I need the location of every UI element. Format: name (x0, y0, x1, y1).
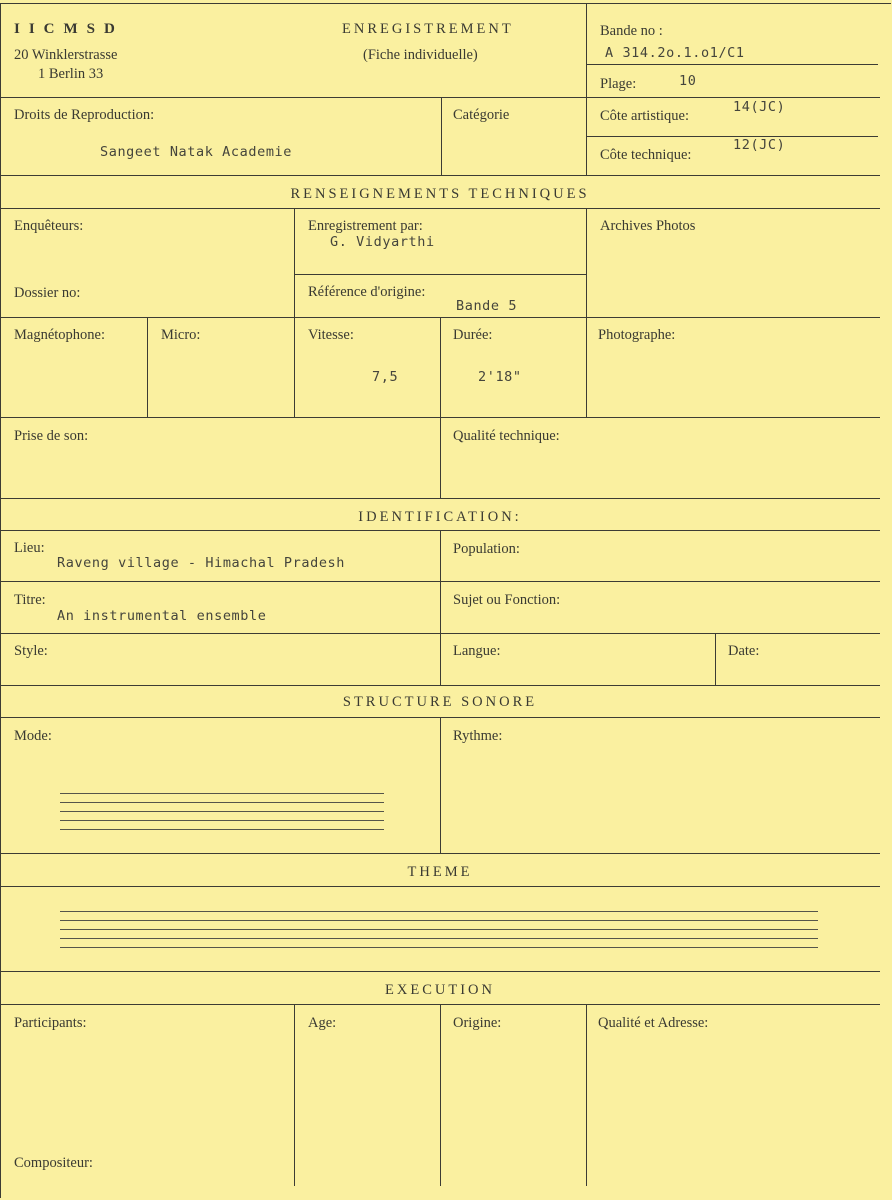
mode-staff-line (60, 829, 384, 830)
compositeur-label: Compositeur: (14, 1155, 93, 1171)
age-label: Age: (308, 1015, 337, 1031)
divider (0, 498, 880, 499)
mode-staff-line (60, 811, 384, 812)
bande-label: Bande no : (600, 23, 663, 39)
enregistrement-par-value: G. Vidyarthi (330, 234, 435, 250)
divider (715, 633, 716, 686)
qualite-technique-label: Qualité technique: (453, 428, 560, 444)
mode-staff-line (60, 820, 384, 821)
date-label: Date: (728, 643, 760, 659)
divider (586, 208, 587, 318)
cote-technique-label: Côte technique: (600, 147, 692, 163)
mode-label: Mode: (14, 728, 52, 744)
enregistrement-par-label: Enregistrement par: (308, 218, 423, 234)
divider (440, 1004, 441, 1186)
titre-label: Titre: (14, 592, 46, 608)
mode-staff-line (60, 802, 384, 803)
sujet-label: Sujet ou Fonction: (453, 592, 561, 608)
plage-label: Plage: (600, 76, 637, 92)
divider (440, 530, 441, 686)
divider (0, 853, 880, 854)
divider (441, 97, 442, 175)
section-title-identification: IDENTIFICATION: (358, 509, 522, 525)
theme-staff-line (60, 947, 818, 948)
reference-label: Référence d'origine: (308, 284, 426, 300)
divider (147, 317, 148, 418)
divider (586, 136, 878, 137)
magnetophone-label: Magnétophone: (14, 327, 106, 343)
divider (440, 317, 441, 499)
divider (0, 417, 880, 418)
divider (440, 717, 441, 854)
theme-staff-line (60, 920, 818, 921)
card-title: ENREGISTREMENT (342, 21, 514, 37)
theme-staff-line (60, 911, 818, 912)
org-logo: IICMSD (14, 21, 124, 37)
mode-staff-line (60, 793, 384, 794)
population-label: Population: (453, 541, 520, 557)
enqueteurs-label: Enquêteurs: (14, 218, 84, 234)
frame-left (0, 3, 1, 1198)
photographe-label: Photographe: (598, 327, 676, 343)
section-title-structure: STRUCTURE SONORE (342, 694, 538, 710)
divider (0, 971, 880, 972)
cote-artistique-value: 14(JC) (733, 99, 786, 115)
divider (0, 633, 880, 634)
divider (0, 886, 880, 887)
categorie-label: Catégorie (453, 107, 510, 123)
droits-label: Droits de Reproduction: (14, 107, 155, 123)
duree-label: Durée: (453, 327, 493, 343)
divider (294, 208, 295, 418)
address-street: 20 Winklerstrasse (14, 47, 118, 63)
style-label: Style: (14, 643, 48, 659)
duree-value: 2'18" (478, 369, 522, 385)
rythme-label: Rythme: (453, 728, 503, 744)
participants-label: Participants: (14, 1015, 87, 1031)
divider (0, 581, 880, 582)
prise-de-son-label: Prise de son: (14, 428, 89, 444)
origine-label: Origine: (453, 1015, 502, 1031)
vitesse-value: 7,5 (372, 369, 399, 385)
theme-staff-line (60, 929, 818, 930)
titre-value: An instrumental ensemble (57, 608, 267, 624)
section-title-technical: RENSEIGNEMENTS TECHNIQUES (290, 186, 590, 202)
plage-value: 10 (679, 73, 697, 89)
divider (0, 208, 880, 209)
micro-label: Micro: (161, 327, 201, 343)
divider (0, 685, 880, 686)
divider (586, 3, 587, 175)
address-city: 1 Berlin 33 (38, 66, 104, 82)
cote-artistique-label: Côte artistique: (600, 108, 689, 124)
qualite-adresse-label: Qualité et Adresse: (598, 1015, 709, 1031)
section-title-execution: EXECUTION (385, 982, 495, 998)
divider (294, 274, 586, 275)
section-title-theme: THEME (407, 864, 473, 880)
vitesse-label: Vitesse: (308, 327, 354, 343)
reference-value: Bande 5 (456, 298, 518, 314)
divider (586, 317, 587, 418)
divider (586, 64, 878, 65)
bande-value: A 314.2o.1.o1/C1 (605, 45, 745, 61)
dossier-label: Dossier no: (14, 285, 81, 301)
droits-value: Sangeet Natak Academie (100, 144, 293, 160)
langue-label: Langue: (453, 643, 501, 659)
divider (586, 1004, 587, 1186)
theme-staff-line (60, 938, 818, 939)
divider (0, 175, 880, 176)
frame-top (0, 3, 891, 4)
archives-photos-label: Archives Photos (600, 218, 696, 234)
lieu-label: Lieu: (14, 540, 45, 556)
cote-technique-value: 12(JC) (733, 137, 786, 153)
divider (294, 1004, 295, 1186)
card-subtitle: (Fiche individuelle) (363, 47, 478, 63)
lieu-value: Raveng village - Himachal Pradesh (57, 555, 346, 571)
